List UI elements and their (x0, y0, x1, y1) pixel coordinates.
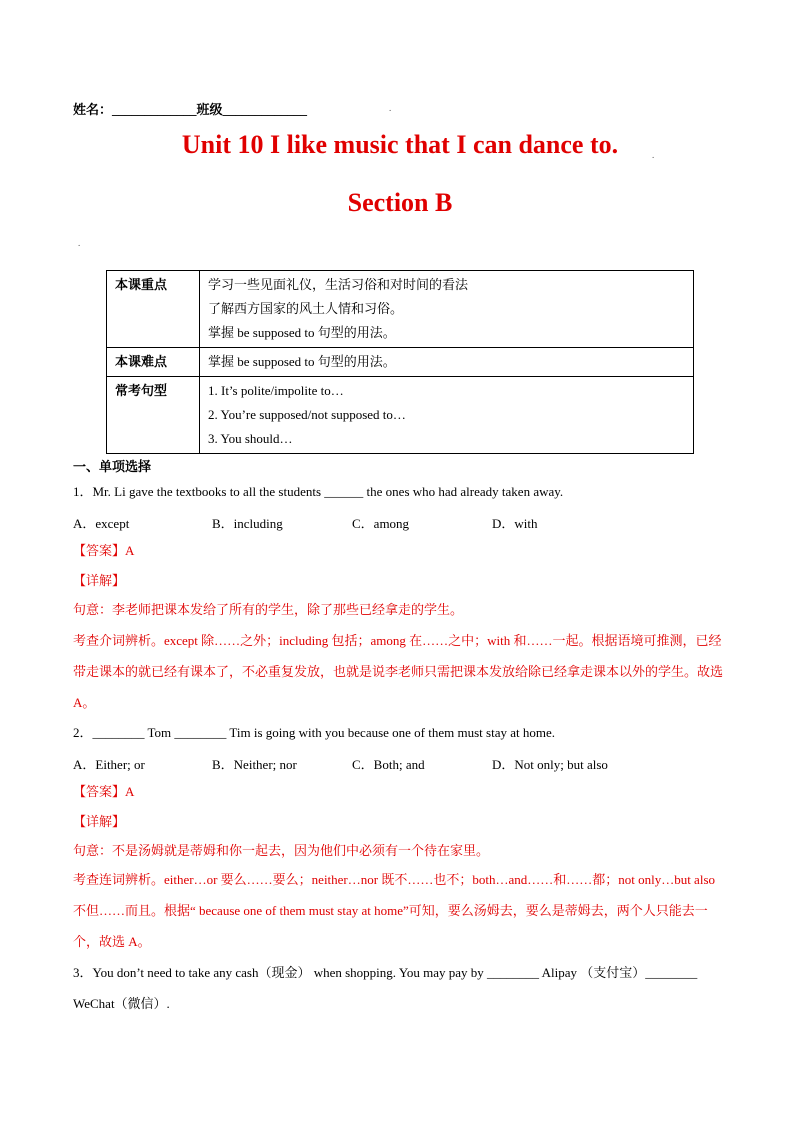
row-label: 本课重点 (107, 271, 200, 348)
lesson-summary-table (106, 270, 694, 454)
q1-explanation: 考查介词辨析。except 除……之外；including 包括；among 在……之中；with 和……一起。根据语境可推测，已经带走课本的就已经有课本了，不必重复发放，也就是说李老师只需把课本发放给除已经拿走课本以外的学生。故选 A。 (73, 633, 724, 710)
mark-dot: . (652, 150, 655, 160)
q2-explanation: 考查连词辨析。either…or 要么……要么；neither…nor 既不……也不；both…and……和……都；not only…but also 不但……而且。根据“ because one of them must stay at home”可知，要么汤姆去，要么是蒂姆去，两个人只能去一个，故选 A。 (73, 872, 716, 949)
row-label: 常考句型 (107, 377, 200, 454)
q2-answer: 【答案】A (73, 784, 135, 799)
question-1-stem: 1．Mr. Li gave the textbooks to all the students ______ the ones who had already taken away. (73, 484, 564, 499)
mark-dot: . (389, 103, 392, 113)
q2-meaning: 句意：不是汤姆就是蒂姆和你一起去，因为他们中必须有一个待在家里。 (73, 843, 490, 858)
content-line: 了解西方国家的风土人情和习俗。 (208, 301, 404, 316)
row-content (200, 377, 694, 454)
row-content (200, 348, 694, 377)
content-line: 学习一些见面礼仪，生活习俗和对时间的看法 (208, 277, 469, 292)
mark-dot: . (78, 238, 81, 248)
content-line: 掌握 be supposed to 句型的用法。 (208, 325, 396, 340)
table-row (107, 377, 694, 454)
unit-title: Unit 10 I like music that I can dance to. (181, 130, 619, 159)
q1-option-b: B．including (212, 516, 283, 531)
section-title: Section B (347, 188, 453, 217)
q1-option-a: A．except (73, 516, 130, 531)
content-line: 1. It’s polite/impolite to… (208, 383, 344, 398)
q1-answer: 【答案】A (73, 543, 135, 558)
row-label: 本课难点 (107, 348, 200, 377)
content-line: 掌握 be supposed to 句型的用法。 (208, 354, 396, 369)
q1-detail-label: 【详解】 (73, 573, 126, 588)
q2-option-a: A．Either; or (73, 757, 145, 772)
row-content (200, 271, 694, 348)
name-class-line: 姓名：_____________班级_____________ (73, 102, 308, 117)
q2-detail-label: 【详解】 (73, 814, 126, 829)
q1-option-d: D．with (492, 516, 538, 531)
q2-option-d: D．Not only; but also (492, 757, 608, 772)
question-2-stem: 2．________ Tom ________ Tim is going with you because one of them must stay at home. (73, 725, 555, 740)
q2-option-b: B．Neither; nor (212, 757, 297, 772)
content-line: 3. You should… (208, 431, 293, 446)
content-line: 2. You’re supposed/not supposed to… (208, 407, 406, 422)
question-3-stem: 3．You don’t need to take any cash（现金） when shopping. You may pay by ________ Alipay （支付宝）________ WeChat（微信）. (73, 965, 698, 1011)
q1-meaning: 句意：李老师把课本发给了所有的学生，除了那些已经拿走的学生。 (73, 602, 464, 617)
q2-option-c: C．Both; and (352, 757, 425, 772)
table-row (107, 348, 694, 377)
section-heading: 一、单项选择 (73, 459, 152, 474)
q1-option-c: C．among (352, 516, 410, 531)
table-row (107, 271, 694, 348)
